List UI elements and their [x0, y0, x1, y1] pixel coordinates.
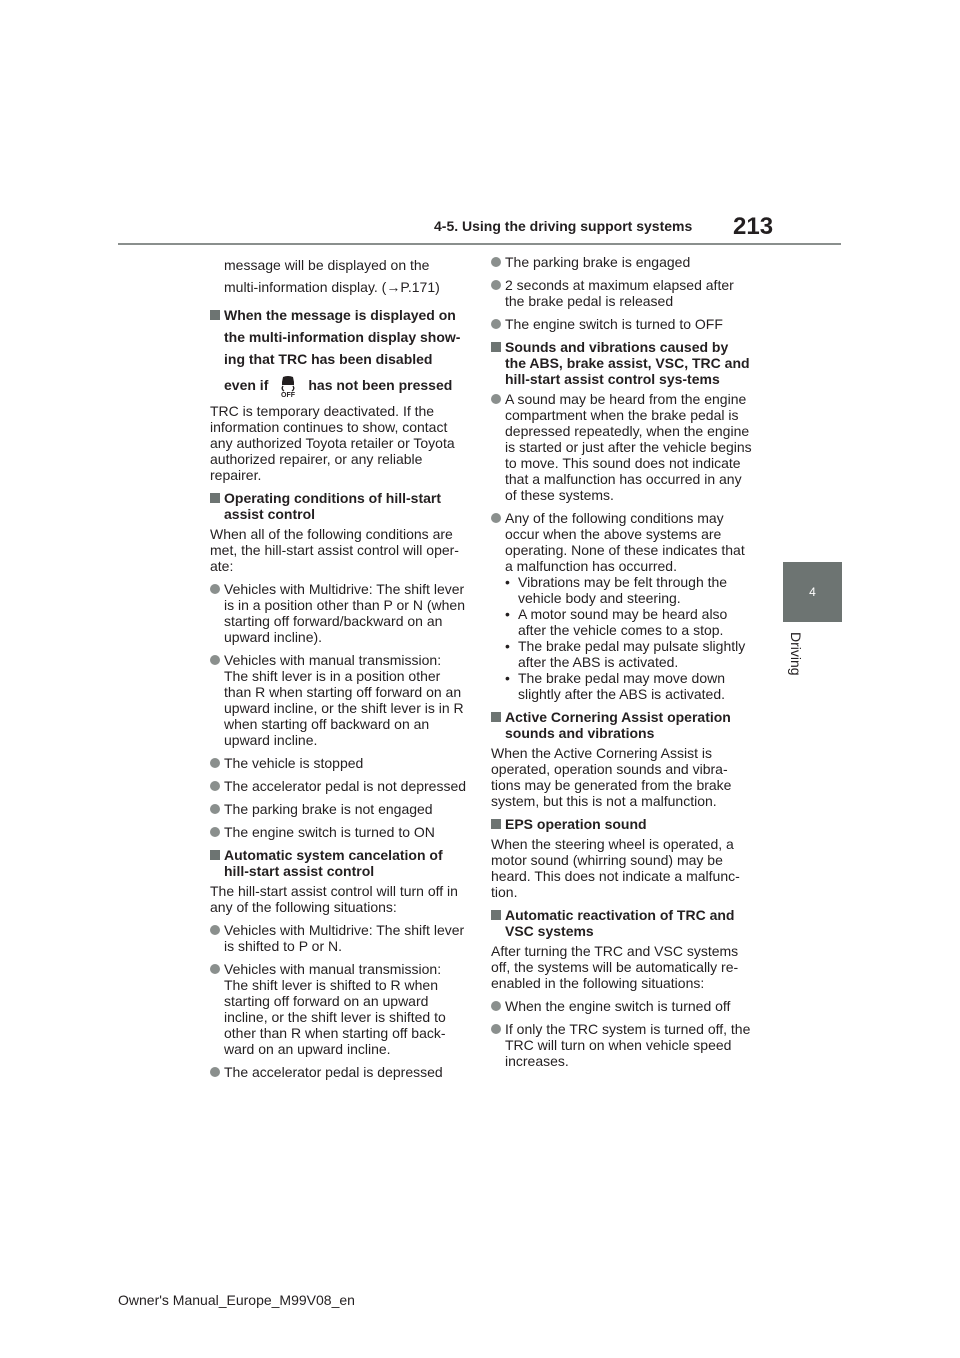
section-title-line [224, 370, 468, 400]
left-column [210, 254, 468, 1087]
bullet-item: The parking brake is engaged [491, 254, 753, 270]
bullet-item: When the engine switch is turned off [491, 998, 753, 1014]
bullet-item: Vehicles with Multidrive: The shift lever is shifted to P or N. [210, 922, 468, 954]
header-divider [118, 243, 841, 245]
section-title: Sounds and vibrations caused by the ABS, brake assist, VSC, TRC and hill-start assist control sys-tems [491, 339, 753, 387]
continuation-text-line2: multi-information display. (→P.171) [224, 279, 440, 295]
section-title-text: has not been pressed [308, 377, 453, 393]
paragraph: When the steering wheel is operated, a motor sound (whirring sound) may be heard. This does not indicate a malfunc-tion. [491, 836, 740, 900]
bullet-item: The accelerator pedal is depressed [210, 1064, 468, 1080]
sub-bullet-item: • The brake pedal may move down slightly after the ABS is activated. [491, 670, 753, 702]
paragraph: After turning the TRC and VSC systems off, the systems will be automatically re-enabled in the following situations: [491, 943, 739, 991]
bullet-item: The parking brake is not engaged [210, 801, 468, 817]
paragraph: TRC is temporary deactivated. If the information continues to show, contact any authorized Toyota retailer or Toyota authorized repairer, or any reliable repairer. [210, 403, 455, 483]
section-title-line: ing that TRC has been disabled [224, 351, 433, 367]
paragraph: The hill-start assist control will turn off in any of the following situations: [210, 883, 458, 915]
bullet-item: If only the TRC system is turned off, the TRC will turn on when vehicle speed increases. [491, 1021, 753, 1069]
bullet-item: The vehicle is stopped [210, 755, 468, 771]
sub-bullet-list [491, 574, 753, 702]
sub-bullet-item: • The brake pedal may pulsate slightly after the ABS is activated. [491, 638, 753, 670]
bullet-item: 2 seconds at maximum elapsed after the brake pedal is released [491, 277, 753, 309]
bullet-item: A sound may be heard from the engine compartment when the brake pedal is depressed repeatedly, when the engine is started or just after the vehicle begins to move. This sound does not indicate that a malfunction has occurred in any of these systems. [491, 391, 753, 503]
section-title: Automatic reactivation of TRC and VSC systems [491, 907, 753, 939]
section-title: EPS operation sound [491, 816, 753, 832]
chapter-tab-number: 4 [783, 562, 842, 622]
bullet-item: The engine switch is turned to ON [210, 824, 468, 840]
section-title-line: the multi-information display show- [224, 329, 461, 345]
paragraph: When all of the following conditions are met, the hill-start assist control will oper-ate: [210, 526, 459, 574]
bullet-item: Vehicles with manual transmission: The shift lever is in a position other than R when starting off forward on an upward incline, or the shift lever is in R when starting off backward on an upward incline. [210, 652, 468, 748]
section-title-text: even if [224, 377, 269, 393]
section-title-line: When the message is displayed on [224, 307, 456, 323]
section-title: Automatic system cancelation of hill-start assist control [210, 847, 468, 879]
bullet-item: Vehicles with manual transmission: The shift lever is shifted to R when starting off forward on an upward incline, or the shift lever is shifted to other than R when starting off back-ward on an upward incline. [210, 961, 468, 1057]
paragraph: When the Active Cornering Assist is operated, operation sounds and vibra-tions may be generated from the brake system, but this is not a malfunction. [491, 745, 732, 809]
trc-off-icon [276, 374, 300, 398]
footer-document-id: Owner's Manual_Europe_M99V08_en [118, 1292, 355, 1308]
section-trc-disabled-message [210, 304, 468, 400]
chapter-tab-label: Driving [788, 632, 804, 676]
trc-off-icon-label: OFF [281, 392, 296, 399]
bullet-item: Vehicles with Multidrive: The shift lever is in a position other than P or N (when starting off forward/backward on an upward incline). [210, 581, 468, 645]
section-title: Active Cornering Assist operation sounds and vibrations [491, 709, 753, 741]
continuation-text-line1: message will be displayed on the [224, 257, 430, 273]
bullet-item: Any of the following conditions may occur when the above systems are operating. None of these indicates that a malfunction has occurred. [491, 510, 753, 574]
right-column [491, 254, 753, 1076]
bullet-item: The accelerator pedal is not depressed [210, 778, 468, 794]
section-header-title: 4-5. Using the driving support systems [434, 218, 693, 234]
sub-bullet-item: • A motor sound may be heard also after the vehicle comes to a stop. [491, 606, 753, 638]
page-number: 213 [733, 213, 774, 240]
bullet-item: The engine switch is turned to OFF [491, 316, 753, 332]
section-title: Operating conditions of hill-start assist control [210, 490, 468, 522]
sub-bullet-item: • Vibrations may be felt through the vehicle body and steering. [491, 574, 753, 606]
